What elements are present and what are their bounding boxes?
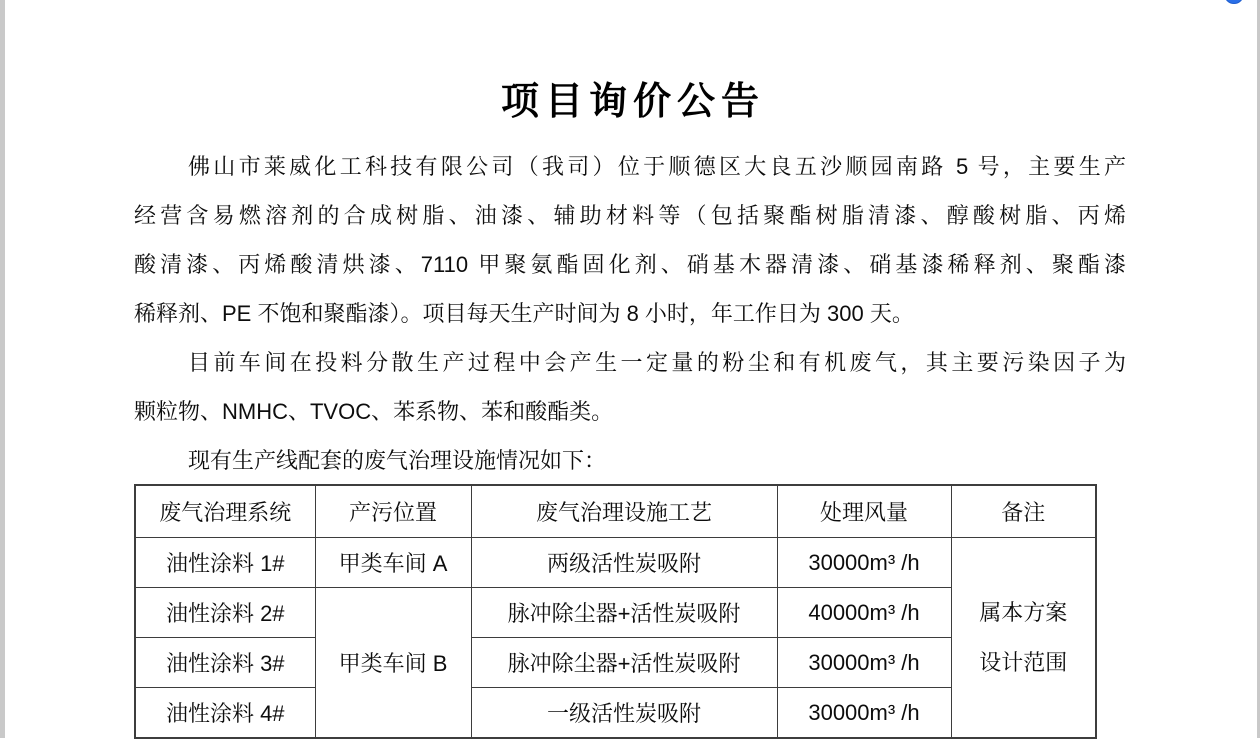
- table-row: [135, 538, 1096, 588]
- paragraph-1-line-3: 酸清漆、丙烯酸清烘漆、7110 甲聚氨酯固化剂、硝基木器清漆、硝基漆稀释剂、聚酯漆: [134, 252, 1126, 277]
- cell-process: 脉冲除尘器+活性炭吸附: [471, 638, 777, 688]
- paragraph-3-line-1: 现有生产线配套的废气治理设施情况如下：: [188, 448, 607, 473]
- header-remark: 备注: [951, 485, 1096, 538]
- header-treatment-process: 废气治理设施工艺: [471, 485, 777, 538]
- cell-airflow: 30000m³ /h: [777, 688, 951, 739]
- cell-remark-merged: [951, 538, 1096, 739]
- cell-system: 油性涂料 1#: [135, 538, 315, 588]
- cell-process: 两级活性炭吸附: [471, 538, 777, 588]
- cell-process: 一级活性炭吸附: [471, 688, 777, 739]
- cell-airflow: 30000m³ /h: [777, 538, 951, 588]
- paragraph-1-line-4: 稀释剂、PE 不饱和聚酯漆）。项目每天生产时间为 8 小时，年工作日为 300 天。: [134, 301, 914, 326]
- header-treatment-system: 废气治理系统: [135, 485, 315, 538]
- document-body: [134, 142, 1126, 485]
- page-title: 项目询价公告: [500, 81, 765, 123]
- cell-system: 油性涂料 2#: [135, 588, 315, 638]
- paragraph-1-line-1: 佛山市莱威化工科技有限公司（我司）位于顺德区大良五沙顺园南路 5 号，主要生产: [188, 154, 1126, 179]
- document-page: [5, 0, 1257, 738]
- waste-gas-treatment-table: [134, 484, 1097, 739]
- cell-process: 脉冲除尘器+活性炭吸附: [471, 588, 777, 638]
- header-pollution-location: 产污位置: [315, 485, 471, 538]
- paragraph-2-line-1: 目前车间在投料分散生产过程中会产生一定量的粉尘和有机废气，其主要污染因子为: [188, 350, 1126, 375]
- cell-system: 油性涂料 3#: [135, 638, 315, 688]
- cell-airflow: 30000m³ /h: [777, 638, 951, 688]
- remark-line-1: 属本方案: [979, 599, 1068, 625]
- header-airflow: 处理风量: [777, 485, 951, 538]
- remark-line-2: 设计范围: [979, 649, 1068, 675]
- cell-location-merged: 甲类车间 B: [315, 588, 471, 739]
- paragraph-2-line-2: 颗粒物、NMHC、TVOC、苯系物、苯和酸酯类。: [134, 399, 614, 424]
- cell-system: 油性涂料 4#: [135, 688, 315, 739]
- paragraph-1-line-2: 经营含易燃溶剂的合成树脂、油漆、辅助材料等（包括聚酯树脂清漆、醇酸树脂、丙烯: [134, 203, 1126, 228]
- table-header-row: [135, 485, 1096, 538]
- cell-airflow: 40000m³ /h: [777, 588, 951, 638]
- cell-location: 甲类车间 A: [315, 538, 471, 588]
